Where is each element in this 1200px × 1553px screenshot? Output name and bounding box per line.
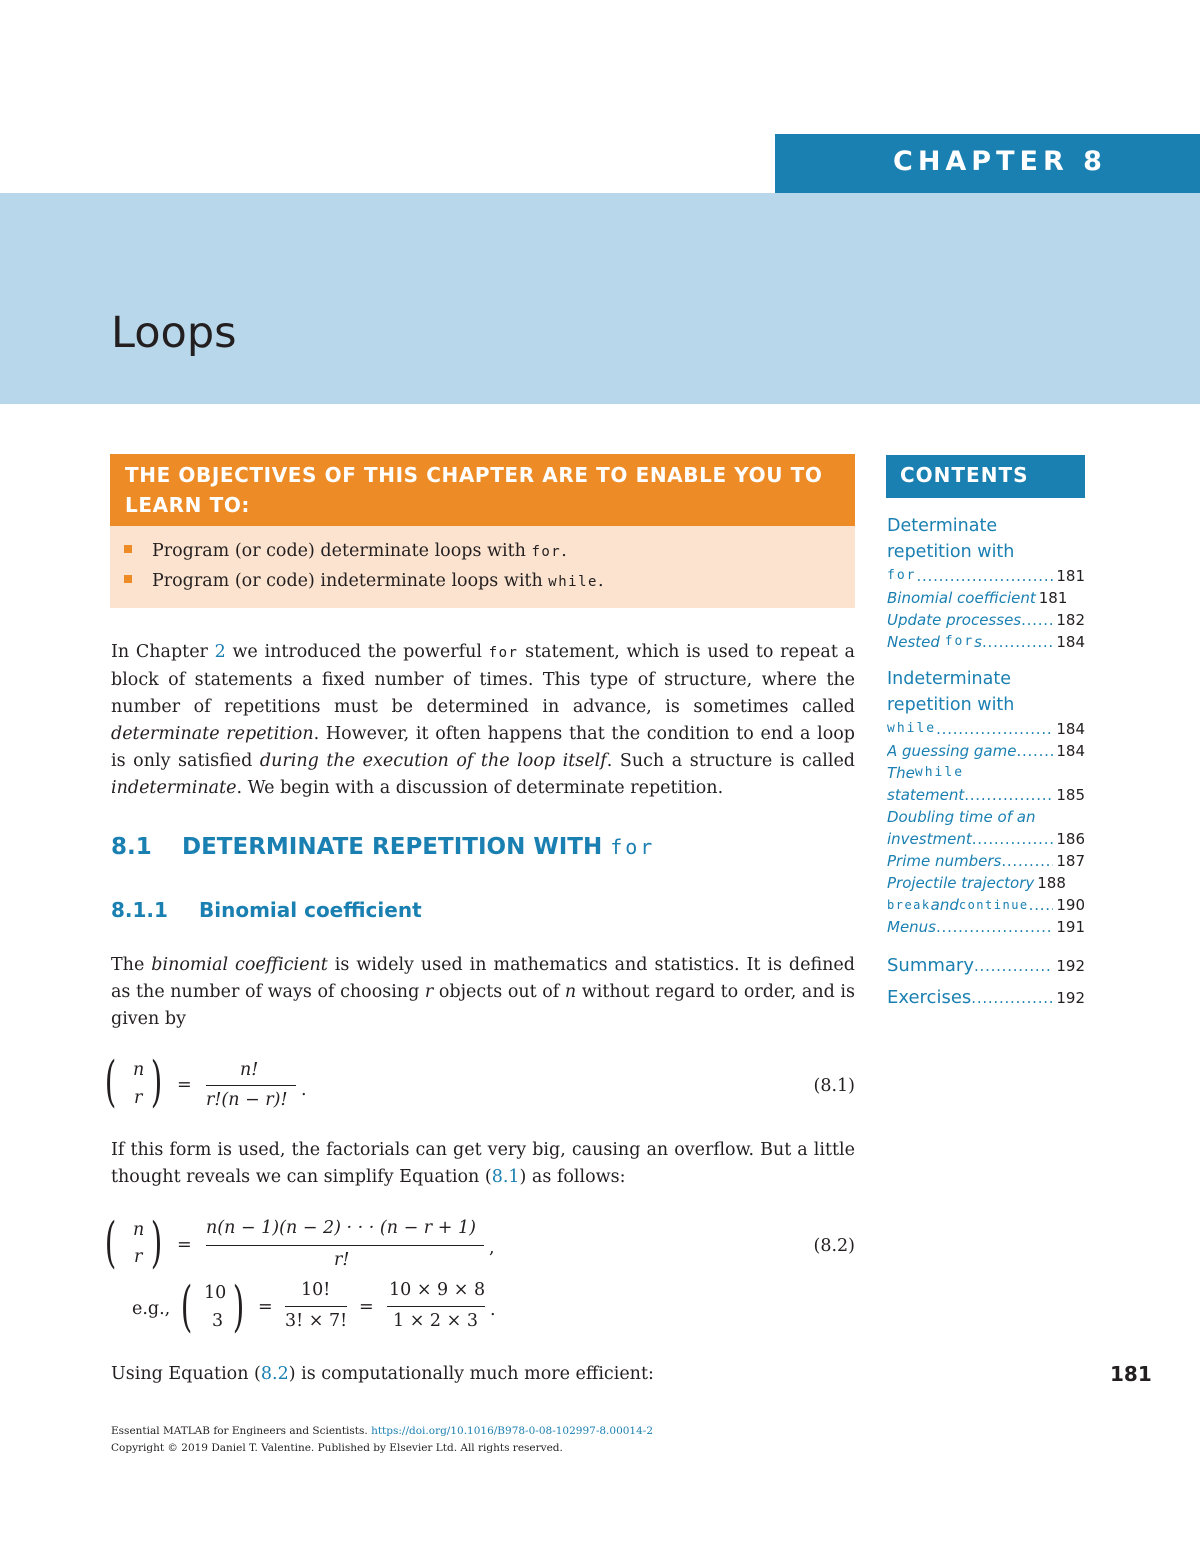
toc-page: 192: [1056, 957, 1085, 975]
toc-entry[interactable]: [887, 609, 1085, 631]
toc-label: Menus: [887, 918, 936, 936]
square-bullet-icon: [124, 575, 132, 583]
toc-page: 181: [1056, 567, 1085, 585]
toc-section-1: [887, 513, 1085, 653]
denominator: r!: [334, 1250, 350, 1270]
numerator: n!: [240, 1060, 259, 1080]
toc-page: 181: [1038, 589, 1068, 607]
equation-link[interactable]: 8.2: [260, 1364, 289, 1384]
using-paragraph: [111, 1361, 855, 1388]
toc-entry[interactable]: [887, 631, 1085, 653]
toc-leader: [1029, 894, 1054, 916]
intro-text: . Such a structure is called: [606, 751, 856, 771]
toc-entry[interactable]: [887, 718, 1085, 740]
toc-leader: [1016, 740, 1053, 762]
doi-link[interactable]: https://doi.org/10.1016/B978-0-08-102997-8.00014-2: [371, 1425, 654, 1437]
objective-code: while: [548, 574, 598, 590]
left-paren-icon: (: [180, 1275, 193, 1338]
toc-page: 182: [1056, 611, 1085, 629]
objective-end: .: [597, 571, 604, 591]
binom-bottom: 3: [212, 1311, 224, 1331]
toc-page: 184: [1056, 742, 1085, 760]
objective-text: Program (or code) indeterminate loops with: [152, 571, 549, 591]
toc-leader: [982, 631, 1053, 653]
binom-top: n: [133, 1060, 145, 1080]
toc-entry[interactable]: [887, 740, 1085, 762]
toc-label: Exercises: [887, 987, 972, 1008]
objectives-heading: [110, 454, 855, 526]
toc-entry[interactable]: [887, 872, 1085, 894]
intro-text: In Chapter: [111, 642, 215, 662]
equation-number: (8.1): [813, 1076, 855, 1096]
toc-entry[interactable]: [887, 762, 1085, 784]
equation-number: (8.2): [813, 1236, 855, 1256]
intro-code: for: [488, 645, 519, 661]
para-text: Using Equation (: [111, 1364, 261, 1384]
eg-label: e.g.,: [132, 1299, 171, 1319]
intro-emphasis: indeterminate: [111, 778, 237, 798]
objective-code: for: [531, 544, 562, 560]
square-bullet-icon: [124, 545, 132, 553]
math-var: r: [424, 982, 434, 1002]
para-text: is widely used in mathematics and statistics. It is defined as the number of ways of choosing: [111, 955, 855, 1002]
objective-item: [124, 537, 855, 567]
equals-sign: =: [359, 1297, 374, 1317]
section-title: DETERMINATE REPETITION WITH: [182, 834, 611, 860]
toc-leader: [1001, 850, 1053, 872]
toc-entry[interactable]: [887, 916, 1085, 938]
section-number: 8.1: [111, 834, 152, 860]
chapter-title: Loops: [111, 308, 237, 358]
toc-entry[interactable]: [887, 784, 1085, 806]
toc-code: for: [944, 634, 975, 649]
toc-page: 186: [1056, 830, 1085, 848]
toc-summary[interactable]: [887, 950, 1085, 982]
toc-label: Summary: [887, 955, 974, 976]
para-text: The: [111, 955, 152, 975]
toc-leader: [974, 950, 1053, 982]
toc-label: Projectile trajectory: [887, 874, 1035, 892]
toc-entry[interactable]: [887, 850, 1085, 872]
intro-paragraph: [111, 639, 855, 802]
toc-label: for: [887, 568, 917, 583]
objectives-heading-line2: LEARN TO:: [125, 493, 251, 517]
title-band: [0, 193, 1200, 404]
overflow-paragraph: [111, 1137, 855, 1191]
numerator: n(n − 1)(n − 2) · · · (n − r + 1): [206, 1218, 476, 1238]
page-number: 181: [1110, 1362, 1152, 1386]
equals-sign: =: [177, 1075, 192, 1095]
toc-page: 191: [1056, 918, 1085, 936]
subsection-number: 8.1.1: [111, 898, 168, 922]
denominator: 3! × 7!: [285, 1311, 348, 1331]
left-paren-icon: (: [104, 1050, 117, 1113]
objective-text: Program (or code) determinate loops with: [152, 541, 532, 561]
toc-label: The: [887, 764, 915, 782]
chapter-label: CHAPTER 8: [893, 146, 1107, 177]
intro-emphasis: determinate repetition: [111, 724, 314, 744]
binom-top: 10: [204, 1283, 227, 1303]
para-text: ) as follows:: [519, 1167, 626, 1187]
toc-code: continue: [958, 898, 1029, 912]
toc-leader: [972, 828, 1054, 850]
toc-leader: [971, 982, 1053, 1014]
toc-code: break: [887, 898, 931, 912]
right-paren-icon: ): [150, 1050, 163, 1113]
toc-label: Binomial coefficient: [887, 589, 1036, 607]
toc-label: Doubling time of an: [887, 808, 1036, 826]
binom-bottom: r: [134, 1247, 143, 1267]
toc-entry[interactable]: [887, 565, 1085, 587]
intro-emphasis: during the execution of the loop itself: [259, 751, 607, 771]
equation-trail: ,: [489, 1238, 495, 1258]
toc-label: Nested: [887, 633, 940, 651]
para-text: If this form is used, the factorials can get very big, causing an overflow. But a little thought reveals we can simplify Equation (: [111, 1140, 855, 1187]
toc-label: Update processes: [887, 611, 1022, 629]
binom-top: n: [133, 1220, 145, 1240]
section-title-code: for: [610, 835, 656, 859]
toc-page: 188: [1037, 874, 1066, 892]
binomial-paragraph: [111, 952, 855, 1033]
toc-label-suffix: s: [974, 633, 982, 651]
toc-leader: [936, 718, 1053, 740]
numerator: 10!: [301, 1280, 331, 1300]
objectives-list: [110, 526, 855, 597]
toc-exercises[interactable]: [887, 982, 1085, 1014]
toc-section-title[interactable]: repetition with: [887, 695, 1015, 715]
numerator: 10 × 9 × 8: [389, 1280, 486, 1300]
math-var: n: [564, 982, 577, 1002]
right-paren-icon: ): [150, 1211, 163, 1274]
equation-trail: .: [490, 1300, 496, 1320]
toc-page: 190: [1056, 896, 1085, 914]
toc-entry[interactable]: [887, 806, 1085, 828]
contents-label: CONTENTS: [900, 463, 1029, 487]
intro-text: we introduced the powerful: [225, 642, 489, 662]
toc-section-title[interactable]: Determinate: [887, 516, 998, 536]
objective-item: [124, 567, 855, 597]
toc-page: 192: [1056, 989, 1085, 1007]
toc-page: 185: [1056, 786, 1085, 804]
section-heading: [111, 834, 655, 860]
binom-bottom: r: [134, 1088, 143, 1108]
toc-leader: [964, 784, 1053, 806]
objective-end: .: [561, 541, 567, 561]
denominator: r!(n − r)!: [206, 1090, 288, 1110]
intro-text: . However, it often happens that the condition to end a loop is only satisfied: [111, 724, 855, 771]
equals-sign: =: [177, 1235, 192, 1255]
toc-section-title[interactable]: repetition with: [887, 542, 1015, 562]
para-text: without regard to order, and is given by: [111, 982, 855, 1029]
toc-label: investment: [887, 830, 972, 848]
intro-text: . We begin with a discussion of determinate repetition.: [236, 778, 724, 798]
toc-entry[interactable]: [887, 828, 1085, 850]
chapter-link[interactable]: 2: [214, 642, 226, 662]
toc-label: while: [887, 721, 937, 736]
toc-label: Prime numbers: [887, 852, 1002, 870]
footer-text: Essential MATLAB for Engineers and Scientists.: [111, 1425, 372, 1437]
fraction-line: [387, 1306, 485, 1307]
fraction-line: [206, 1085, 296, 1086]
para-text: objects out of: [433, 982, 565, 1002]
right-paren-icon: ): [232, 1275, 245, 1338]
subsection-heading: [111, 898, 422, 922]
para-emphasis: binomial coefficient: [151, 955, 328, 975]
fraction-line: [285, 1306, 347, 1307]
toc-label: statement: [887, 786, 965, 804]
equation-trail: .: [301, 1080, 307, 1100]
footer-citation: [111, 1425, 653, 1437]
toc-section-2: [887, 666, 1085, 938]
toc-main-entries: [887, 950, 1085, 1014]
toc-code: while: [914, 765, 965, 780]
toc-label: A guessing game: [887, 742, 1017, 760]
toc-page: 187: [1056, 852, 1085, 870]
para-text: ) is computationally much more efficient:: [288, 1364, 654, 1384]
toc-leader: [1021, 609, 1053, 631]
intro-text: statement, which is used to repeat a block of statements a fixed number of times. This type of structure, where the number of repetitions must be determined in advance, is sometimes called: [111, 642, 855, 717]
equals-sign: =: [258, 1297, 273, 1317]
toc-label: and: [930, 896, 959, 914]
toc-entry[interactable]: [887, 587, 1085, 609]
toc-page: 184: [1056, 720, 1085, 738]
toc-leader: [936, 916, 1053, 938]
subsection-title: Binomial coefficient: [199, 898, 422, 922]
toc-leader: [916, 565, 1053, 587]
toc-entry[interactable]: [887, 894, 1085, 916]
toc-section-title[interactable]: Indeterminate: [887, 669, 1011, 689]
fraction-line: [206, 1245, 484, 1246]
denominator: 1 × 2 × 3: [393, 1311, 478, 1331]
objectives-heading-line1: THE OBJECTIVES OF THIS CHAPTER ARE TO ENABLE YOU TO: [125, 463, 823, 487]
left-paren-icon: (: [104, 1211, 117, 1274]
equation-link[interactable]: 8.1: [491, 1167, 520, 1187]
toc-page: 184: [1056, 633, 1085, 651]
objectives-box: [110, 454, 855, 608]
footer-copyright: Copyright © 2019 Daniel T. Valentine. Published by Elsevier Ltd. All rights reserved.: [111, 1442, 563, 1454]
